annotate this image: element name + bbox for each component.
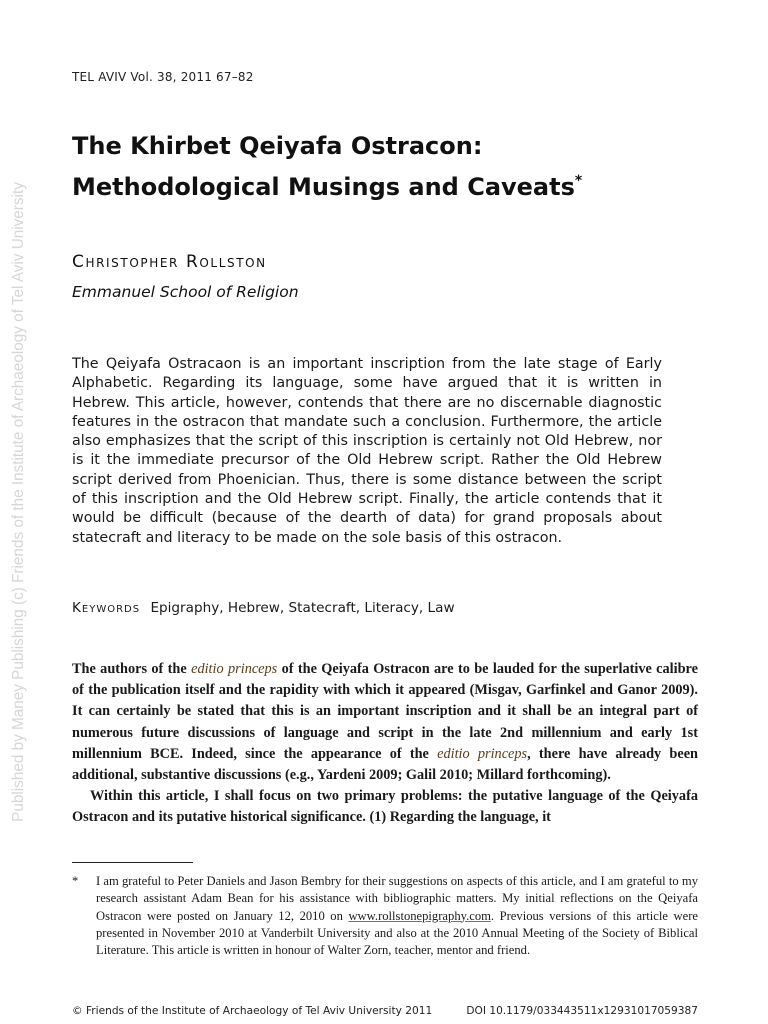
title-line-2: Methodological Musings and Caveats bbox=[72, 173, 575, 201]
keywords bbox=[72, 600, 672, 616]
paragraph-1 bbox=[72, 659, 698, 786]
body-text bbox=[72, 659, 698, 829]
abstract: The Qeiyafa Ostracaon is an important inscription from the late stage of Early Alphabetic. Regarding its language, some have argued that it is written in Hebrew. This article, however, contends that there are no discernable diagnostic features in the ostracon that mandate such a conclusion. Furthermore, the article also emphasizes that the script of this inscription is certainly not Old Hebrew, nor is it the immediate precursor of the Old Hebrew script. Rather the Old Hebrew script derived from Phoenician. Thus, there is some distance between the script of this inscription and the Old Hebrew script. Finally, the article contends that it would be difficult (because of the dearth of data) for grand proposals about statecraft and literacy to be made on the sole basis of this ostracon. bbox=[72, 356, 662, 546]
footnote-marker: * bbox=[72, 874, 79, 888]
footnote-text-b: . Previous versions of this article were presented in November 2010 at Vanderbilt University and also at the 2010 Annual Meeting of the Society of Biblical Literature. This article is written in honour of Walter Zorn, teacher, mentor and friend. bbox=[96, 908, 698, 958]
editio-princeps-italic: editio princeps bbox=[191, 661, 278, 677]
footnote-body bbox=[96, 873, 698, 959]
keywords-label: Keywords bbox=[72, 600, 141, 616]
copyright-notice: © Friends of the Institute of Archaeology of Tel Aviv University 2011 bbox=[72, 1005, 433, 1017]
publisher-watermark bbox=[8, 182, 30, 822]
footnote-divider bbox=[72, 862, 193, 863]
author-name: Christopher Rollston bbox=[72, 252, 267, 272]
editio-princeps-italic-2: editio princeps bbox=[437, 745, 528, 762]
website-link[interactable]: www.rollstonepigraphy.com bbox=[348, 908, 491, 923]
watermark-text: Published by Maney Publishing (c) Friends of the Institute of Archaeology of Tel Aviv University bbox=[10, 182, 27, 822]
title-footnote-marker[interactable]: * bbox=[574, 173, 583, 189]
paragraph-1-part-b: of the Qeiyafa Ostracon are to be lauded for the superlative calibre of the publication itself and the rapidity with which it appeared (Misgav, Garfinkel and Ganor 2009). It can certainly be stated that this is an important inscription and it shall be an integral part of numerous future discussions of language and script in the late 2nd millennium and early 1st millennium BCE. Indeed, since the appearance of the bbox=[72, 661, 698, 762]
paragraph-1-part-c: , there have already been additional, substantive discussions (e.g., Yardeni 2009; Galil 2010; Millard forthcoming). bbox=[72, 745, 699, 784]
footnote-text-a: I am grateful to Peter Daniels and Jason Bembry for their suggestions on aspects of this article, and I am grateful to my research assistant Adam Bean for his assistance with bibliographic matters. My initial reflections on the Qeiyafa Ostracon were posted on January 12, 2010 on bbox=[96, 874, 698, 923]
running-head: TEL AVIV Vol. 38, 2011 67–82 bbox=[72, 70, 254, 84]
footnote bbox=[72, 873, 698, 959]
article-title bbox=[72, 126, 712, 208]
title-line-1: The Khirbet Qeiyafa Ostracon: bbox=[72, 132, 483, 160]
doi[interactable]: DOI 10.1179/033443511x12931017059387 bbox=[466, 1005, 698, 1017]
keywords-values: Epigraphy, Hebrew, Statecraft, Literacy, Law bbox=[150, 600, 455, 616]
author-affiliation: Emmanuel School of Religion bbox=[72, 283, 299, 301]
paragraph-2: Within this article, I shall focus on two primary problems: the putative language of the Qeiyafa Ostracon and its putative historical significance. (1) Regarding the language, it bbox=[72, 788, 698, 826]
paragraph-1-part-a: The authors of the bbox=[72, 661, 192, 677]
